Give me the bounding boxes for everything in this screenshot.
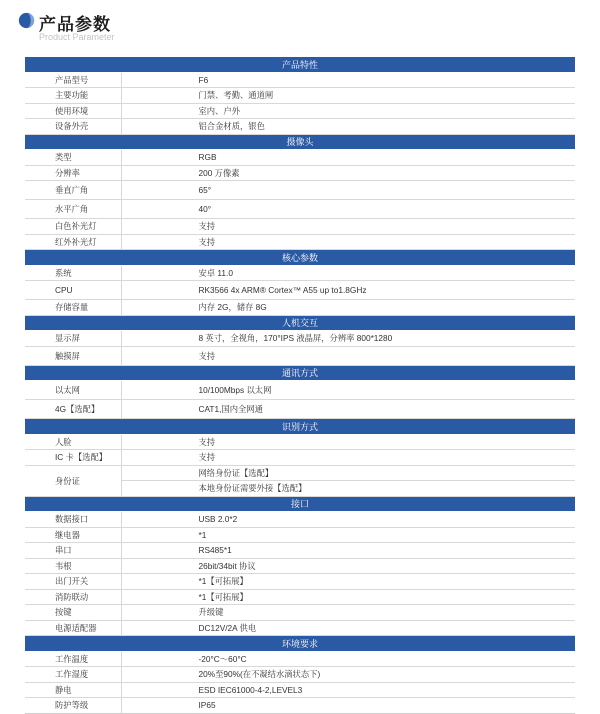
table-row [25,620,575,636]
row-label: 工作温度 [25,651,121,667]
table-row [25,682,575,698]
section-title: 接口 [25,496,575,512]
row-label: 红外补光灯 [25,234,121,250]
section-header-core [25,250,575,266]
row-label: 主要功能 [25,88,121,104]
section-title: 人机交互 [25,315,575,331]
table-row [25,381,575,400]
row-label: 静电 [25,682,121,698]
table-row [25,400,575,419]
row-label: CPU [25,281,121,300]
page-title: 产品参数 [39,15,111,35]
table-row [25,281,575,300]
table-row [25,200,575,219]
row-value: -20°C～60°C [121,651,575,667]
section-title: 摄像头 [25,134,575,150]
row-value: *1【可拓展】 [121,589,575,605]
row-label: 电源适配器 [25,620,121,636]
row-value: 升级键 [121,605,575,621]
section-title: 识别方式 [25,419,575,435]
row-label: IC 卡【选配】 [25,450,121,466]
table-row [25,651,575,667]
row-label: 触摸屏 [25,346,121,365]
row-label: 防护等级 [25,698,121,714]
table-row [25,465,575,481]
row-value: RS485*1 [121,543,575,559]
row-label: 串口 [25,543,121,559]
row-label: 分辨率 [25,165,121,181]
row-value: 20%至90%(在不凝结水滴状态下) [121,667,575,683]
section-header-product [25,57,575,72]
table-row [25,300,575,316]
row-value: 安卓 11.0 [121,265,575,281]
row-value: 室内、户外 [121,103,575,119]
table-row [25,574,575,590]
row-value: USB 2.0*2 [121,512,575,528]
row-value: 支持 [121,219,575,235]
section-header-camera [25,134,575,150]
section-header-ident [25,419,575,435]
spec-table [25,57,575,714]
row-label: 韦根 [25,558,121,574]
page-subtitle: Product Parameter [39,32,115,42]
table-row [25,558,575,574]
row-value: 门禁、考勤、通道闸 [121,88,575,104]
table-row [25,605,575,621]
table-row [25,165,575,181]
row-value: 40° [121,200,575,219]
row-label: 继电器 [25,527,121,543]
row-value: 本地身份证需要外接【选配】 [121,481,575,497]
table-row [25,150,575,166]
row-value: RGB [121,150,575,166]
table-row [25,667,575,683]
row-value: 内存 2G，储存 8G [121,300,575,316]
table-row [25,698,575,714]
section-header-comm [25,365,575,381]
section-header-env [25,636,575,652]
row-value: 65° [121,181,575,200]
row-value: 8 英寸，全视角，170°IPS 液晶屏，分辨率 800*1280 [121,331,575,347]
row-label: 系统 [25,265,121,281]
row-label: 出门开关 [25,574,121,590]
section-title: 核心参数 [25,250,575,266]
table-row [25,450,575,466]
section-title: 通讯方式 [25,365,575,381]
row-label: 设备外壳 [25,119,121,135]
row-value: 支持 [121,346,575,365]
row-label: 存储容量 [25,300,121,316]
table-row [25,234,575,250]
table-row [25,589,575,605]
row-label: 显示屏 [25,331,121,347]
section-header-iface [25,496,575,512]
table-row [25,103,575,119]
row-label: 工作湿度 [25,667,121,683]
section-title: 环境要求 [25,636,575,652]
table-row [25,346,575,365]
row-value: *1 [121,527,575,543]
row-label: 人脸 [25,434,121,450]
row-label: 身份证 [25,465,121,496]
row-label: 以太网 [25,381,121,400]
row-value: 铝合金材质，银色 [121,119,575,135]
table-row [25,219,575,235]
row-label: 产品型号 [25,72,121,88]
row-value: RK3566 4x ARM® Cortex™ A55 up to1.8GHz [121,281,575,300]
row-label: 使用环境 [25,103,121,119]
table-row [25,434,575,450]
row-value: 支持 [121,450,575,466]
table-row [25,543,575,559]
table-row [25,181,575,200]
row-label: 白色补光灯 [25,219,121,235]
logo-icon [18,12,35,29]
row-value: *1【可拓展】 [121,574,575,590]
row-value: 支持 [121,234,575,250]
table-row [25,119,575,135]
section-header-hmi [25,315,575,331]
row-value: ESD IEC61000-4-2,LEVEL3 [121,682,575,698]
table-row [25,265,575,281]
row-label: 数据接口 [25,512,121,528]
row-value: DC12V/2A 供电 [121,620,575,636]
row-value: 10/100Mbps 以太网 [121,381,575,400]
row-value: CAT1,国内全网通 [121,400,575,419]
table-row [25,88,575,104]
row-value: 26bit/34bit 协议 [121,558,575,574]
row-label: 消防联动 [25,589,121,605]
row-label: 类型 [25,150,121,166]
table-row [25,72,575,88]
row-value: 网络身份证【选配】 [121,465,575,481]
table-row [25,331,575,347]
table-row [25,527,575,543]
row-value: 200 万像素 [121,165,575,181]
row-label: 水平广角 [25,200,121,219]
row-value: IP65 [121,698,575,714]
row-label: 按键 [25,605,121,621]
row-value: F6 [121,72,575,88]
section-title: 产品特性 [25,57,575,72]
row-label: 垂直广角 [25,181,121,200]
row-label: 4G【选配】 [25,400,121,419]
table-row [25,512,575,528]
row-value: 支持 [121,434,575,450]
